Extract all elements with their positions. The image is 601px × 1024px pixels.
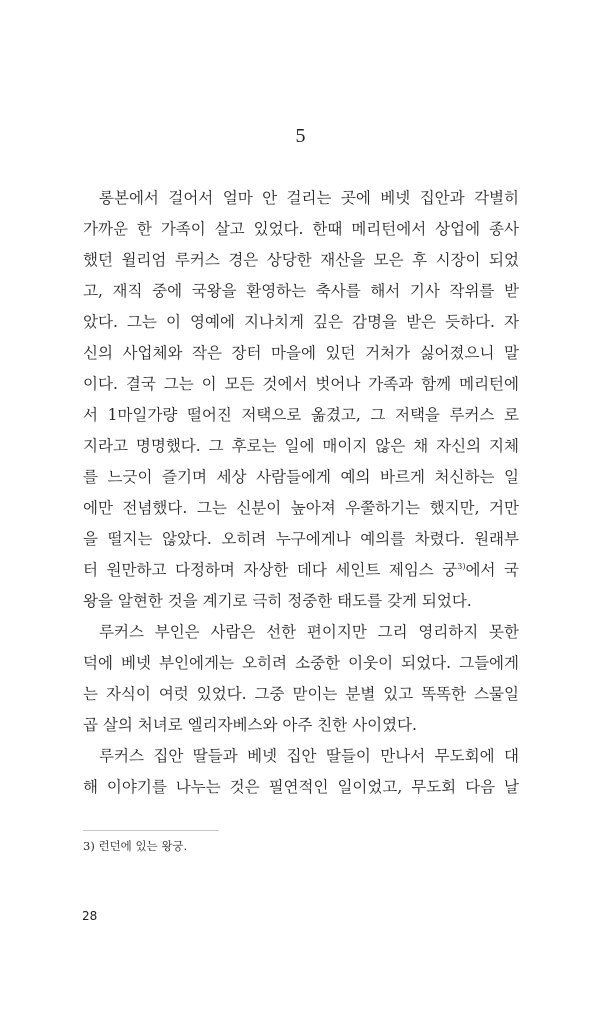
footnote: 3) 런던에 있는 왕궁. [83, 839, 188, 853]
text-line: 에만 전념했다. 그는 신분이 높아져 우쭐하기는 했지만, 거만 [83, 499, 519, 517]
chapter-number: 5 [295, 125, 306, 147]
text-line: 고, 재직 중에 국왕을 환영하는 축사를 해서 기사 작위를 받 [83, 282, 519, 300]
text-line: 루커스 집안 딸들과 베넷 집안 딸들이 만나서 무도회에 대 [99, 747, 519, 765]
text-line: 신의 사업체와 작은 장터 마을에 있던 거처가 싫어졌으니 말 [83, 344, 519, 362]
text-line-with-footnote [83, 555, 519, 586]
text-line: 왕을 알현한 것을 계기로 극히 정중한 태도를 갖게 되었다. [83, 592, 472, 610]
text-line: 지라고 명명했다. 그 후로는 일에 매이지 않은 채 자신의 지체 [83, 437, 519, 455]
text-line: 덕에 베넷 부인에게는 오히려 소중한 이웃이 되었다. 그들에게 [83, 654, 519, 672]
text-segment: 터 원만하고 다정하며 자상한 데다 세인트 제임스 궁 [83, 561, 458, 579]
text-line: 루커스 부인은 사람은 선한 편이지만 그리 영리하지 못한 [99, 623, 519, 641]
footnote-divider [83, 830, 219, 831]
text-line: 곱 살의 처녀로 엘리자베스와 아주 친한 사이였다. [83, 716, 417, 734]
text-line: 가까운 한 가족이 살고 있었다. 한때 메리턴에서 상업에 종사 [83, 220, 519, 238]
text-line: 을 떨지는 않았다. 오히려 누구에게나 예의를 차렸다. 원래부 [83, 530, 519, 548]
text-line: 를 느긋이 즐기며 세상 사람들에게 예의 바르게 처신하는 일 [83, 468, 519, 486]
page-number: 28 [82, 909, 98, 923]
text-segment: 에서 국 [465, 561, 519, 579]
body-text [83, 183, 519, 803]
text-line: 해 이야기를 나누는 것은 필연적인 일이었고, 무도회 다음 날 [83, 778, 519, 796]
text-line: 서 1마일가량 떨어진 저택으로 옮겼고, 그 저택을 루커스 로 [83, 406, 519, 424]
text-line: 았다. 그는 이 영예에 지나치게 깊은 감명을 받은 듯하다. 자 [83, 313, 519, 331]
text-line: 는 자식이 여럿 있었다. 그중 맏이는 분별 있고 똑똑한 스물일 [83, 685, 519, 703]
text-line: 롱본에서 걸어서 얼마 안 걸리는 곳에 베넷 집안과 각별히 [99, 189, 519, 207]
text-line: 했던 윌리엄 루커스 경은 상당한 재산을 모은 후 시장이 되었 [83, 251, 519, 269]
footnote-reference[interactable]: 3) [457, 561, 466, 571]
text-line: 이다. 결국 그는 이 모든 것에서 벗어나 가족과 함께 메리턴에 [83, 375, 519, 393]
